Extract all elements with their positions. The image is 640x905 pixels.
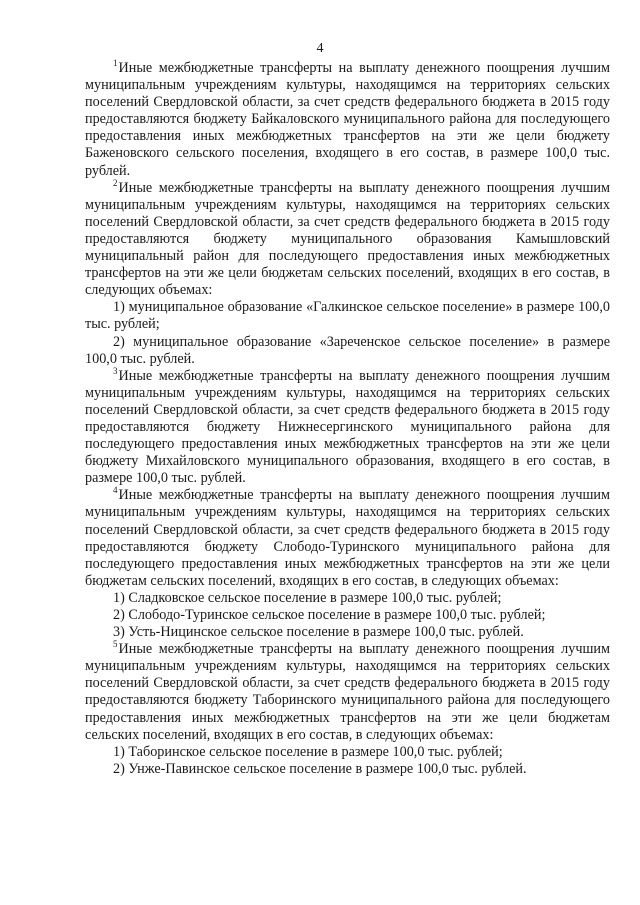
list-item: 3) Усть-Ницинское сельское поселение в размере 100,0 тыс. рублей. bbox=[113, 624, 524, 641]
paragraph-text: Иные межбюджетные трансферты на выплату денежного поощрения лучшим муниципальным учреждениям культуры, находящимся на территориях сельских поселений Свердловской области, за счет средств федерального бюджета в 2015 году предоставляются бюджету Слободо-Туринского муниципального района для последующего предоставления иных межбюджетных трансфертов на эти же цели бюджетам сельских поселений, входящих в его состав, в следующих объемах: bbox=[85, 487, 610, 589]
footnote-paragraph-3 bbox=[85, 365, 610, 488]
paragraph-text: Иные межбюджетные трансферты на выплату денежного поощрения лучшим муниципальным учреждениям культуры, находящимся на территориях сельских поселений Свердловской области, за счет средств федерального бюджета в 2015 году предоставляются бюджету Байкаловского муниципального района для последующего предоставления иных межбюджетных трансфертов на эти же цели бюджету Баженовского сельского поселения, входящего в его состав, в размере 100,0 тыс. рублей. bbox=[85, 60, 610, 179]
paragraph-text: Иные межбюджетные трансферты на выплату денежного поощрения лучшим муниципальным учреждениям культуры, находящимся на территориях сельских поселений Свердловской области, за счет средств федерального бюджета в 2015 году предоставляются бюджету муниципального образования Камышловский муниципальный район для последующего предоставления иных межбюджетных трансфертов на эти же цели бюджетам сельских поселений, входящих в его состав, в следующих объемах: bbox=[85, 179, 610, 299]
list-item: 2) Унже-Павинское сельское поселение в размере 100,0 тыс. рублей. bbox=[113, 760, 527, 777]
footnote-marker: 5 bbox=[113, 639, 118, 650]
list-item: 1) муниципальное образование «Галкинское сельское поселение» в размере 100,0 тыс. рублей; bbox=[85, 299, 610, 333]
paragraph-text: Иные межбюджетные трансферты на выплату денежного поощрения лучшим муниципальным учреждениям культуры, находящимся на территориях сельских поселений Свердловской области, за счет средств федерального бюджета в 2015 году предоставляются бюджету Нижнесергинского муниципального района для последующего предоставления иных межбюджетных трансфертов на эти же цели бюджету Михайловского муниципального образования, входящего в его состав, в размере 100,0 тыс. рублей. bbox=[85, 367, 610, 487]
page-number: 4 bbox=[316, 41, 324, 56]
footnote-marker: 3 bbox=[113, 365, 118, 376]
document-body bbox=[85, 60, 610, 778]
list-item: 2) муниципальное образование «Зареченское сельское поселение» в размере 100,0 тыс. рублей. bbox=[85, 333, 610, 367]
paragraph-text: Иные межбюджетные трансферты на выплату денежного поощрения лучшим муниципальным учреждениям культуры, находящимся на территориях сельских поселений Свердловской области, за счет средств федерального бюджета в 2015 году предоставляются бюджету Таборинского муниципального района для последующего предоставления иных межбюджетных трансфертов на эти же цели бюджетам сельских поселений, входящих в его состав, в следующих объемах: bbox=[85, 641, 610, 743]
footnote-marker: 4 bbox=[113, 485, 118, 496]
footnote-paragraph-5 bbox=[85, 641, 610, 744]
list-item: 2) Слободо-Туринское сельское поселение в размере 100,0 тыс. рублей; bbox=[113, 607, 546, 623]
footnote-paragraph-1 bbox=[85, 60, 610, 180]
footnote-paragraph-4 bbox=[85, 487, 610, 590]
list-item: 1) Таборинское сельское поселение в размере 100,0 тыс. рублей; bbox=[113, 743, 503, 760]
footnote-marker: 2 bbox=[113, 177, 118, 188]
footnote-marker: 1 bbox=[113, 58, 118, 68]
list-item: 1) Сладковское сельское поселение в размере 100,0 тыс. рублей; bbox=[113, 589, 502, 606]
footnote-paragraph-2 bbox=[85, 177, 610, 300]
